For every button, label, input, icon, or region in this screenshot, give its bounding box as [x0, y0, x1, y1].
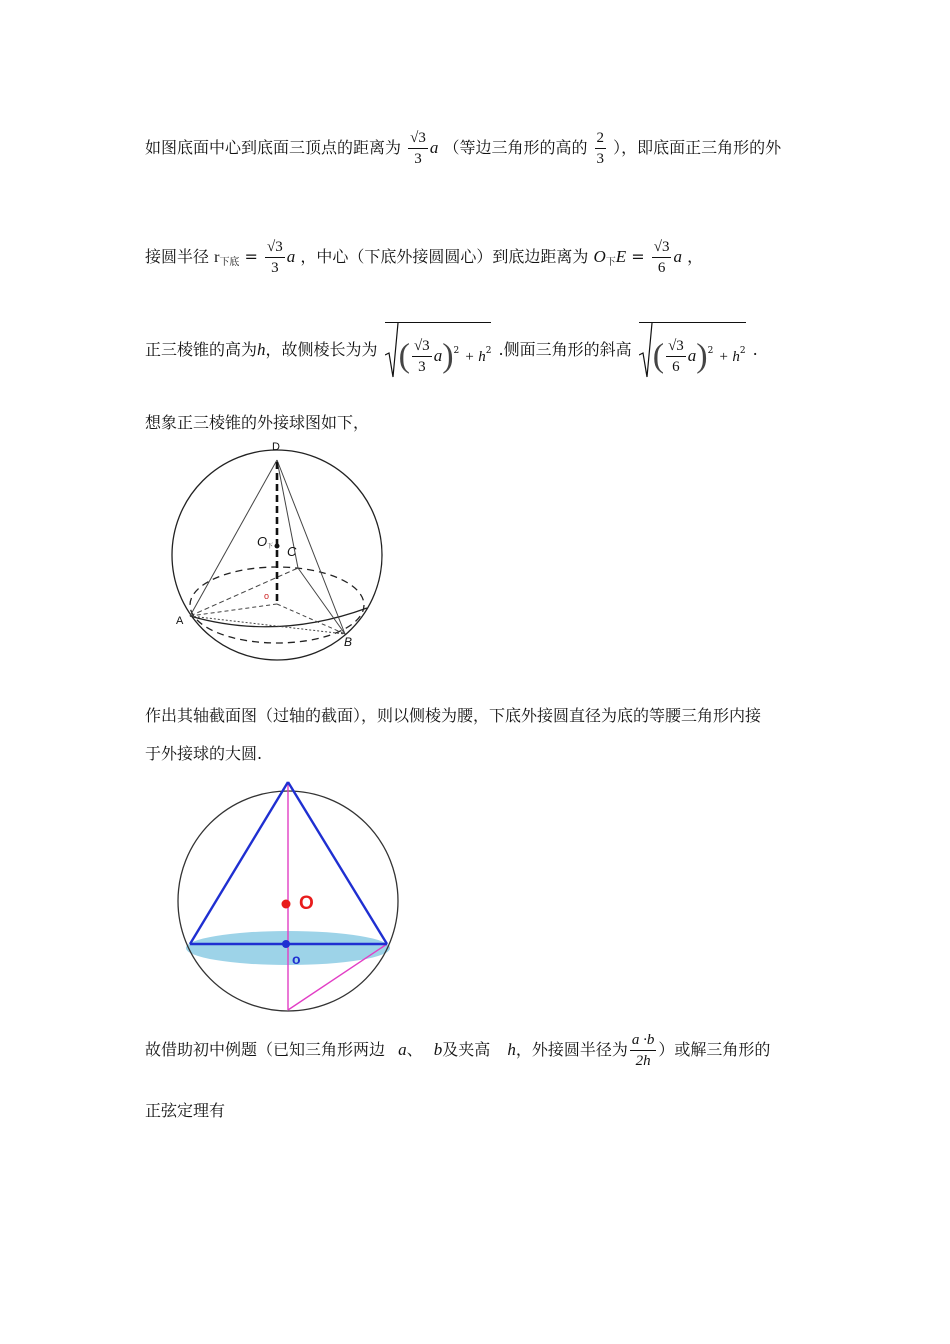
edge-AC	[190, 568, 298, 616]
exponent: 2	[485, 346, 492, 356]
line1-suffix: ），即底面正三角形的外	[613, 138, 782, 157]
paragraph-line-5: 作出其轴截面图（过轴的截面），则以侧棱为腰，下底外接圆直径为底的等腰三角形内接	[145, 706, 762, 725]
var-a: a	[673, 247, 682, 266]
separator: 、	[406, 1040, 423, 1059]
paren-close: )	[696, 337, 708, 375]
radical-sign-icon	[639, 323, 653, 379]
lateral-edge-right	[288, 782, 387, 944]
line7-prefix: 故借助初中例题（已知三角形两边	[145, 1040, 386, 1059]
sphere-center-red	[282, 900, 291, 909]
var-a: a	[398, 1040, 407, 1059]
var-h: h	[507, 1040, 516, 1059]
axial-section-figure	[175, 778, 410, 1018]
plus-h: + h	[464, 349, 486, 365]
label-B: B	[344, 635, 353, 649]
paragraph-line-6: 于外接球的大圆.	[145, 744, 263, 763]
fraction-sqrt3-over-3	[408, 128, 428, 169]
paren-open: (	[398, 337, 410, 375]
great-circle-front-arc	[190, 608, 367, 627]
o-symbol: O	[593, 247, 606, 266]
paragraph-line-2	[145, 237, 703, 278]
frac-numerator: √3	[408, 128, 428, 149]
o-subscript: 下	[605, 257, 616, 268]
frac-numerator: √3	[412, 336, 432, 357]
line7-mid2: ，外接圆半径为	[515, 1040, 628, 1059]
base-center-blue	[282, 940, 290, 948]
fraction-2-over-3	[595, 128, 607, 169]
label-C: C	[287, 544, 297, 559]
exponent: 2	[707, 346, 714, 356]
paragraph-line-4: 想象正三棱锥的外接球图如下，	[145, 413, 370, 432]
var-a: a	[687, 346, 697, 365]
var-h: h	[257, 340, 266, 359]
frac-denominator: 3	[418, 359, 426, 375]
label-O: O	[257, 534, 268, 549]
frac-denominator: 6	[672, 359, 680, 375]
frac-denominator: 3	[596, 151, 605, 167]
line2-prefix: 接圆半径	[145, 247, 210, 266]
label-o-blue: o	[292, 951, 301, 967]
exponent: 2	[453, 346, 460, 356]
center-to-A	[190, 604, 277, 616]
frac-numerator: √3	[265, 237, 285, 258]
paren-open: (	[652, 337, 665, 375]
fraction-sqrt3-over-6	[652, 237, 672, 278]
frac-denominator: 6	[657, 260, 666, 276]
line7-mid: 及夹高	[442, 1040, 491, 1059]
paragraph-line-7	[145, 1030, 770, 1071]
plus-h: + h	[718, 349, 740, 365]
label-A: A	[176, 615, 184, 627]
line1-prefix: 如图底面中心到底面三顶点的距离为	[145, 138, 402, 157]
label-O-sub: 下	[267, 543, 274, 550]
fraction-sqrt3-over-3	[412, 336, 432, 377]
frac-numerator: 2	[595, 128, 607, 149]
frac-numerator: √3	[652, 237, 672, 258]
var-a: a	[286, 247, 296, 266]
exponent: 2	[739, 346, 746, 356]
line3-prefix: 正三棱锥的高为	[145, 340, 258, 359]
line3-suffix: .	[752, 340, 758, 359]
fraction-sqrt3-over-3	[265, 237, 285, 278]
frac-denominator: 2h	[635, 1053, 651, 1069]
paragraph-line-1	[145, 128, 781, 169]
fraction-ab-over-2h	[630, 1030, 657, 1071]
var-a: a	[429, 138, 439, 157]
paragraph-line-3	[145, 322, 758, 379]
radical-sign-icon	[385, 323, 399, 379]
r-symbol: r	[214, 249, 220, 266]
var-b: b	[433, 1040, 443, 1059]
e-symbol: E	[615, 247, 627, 266]
line3-mid2: .侧面三角形的斜高	[498, 340, 632, 359]
sphere-pyramid-figure	[170, 436, 390, 671]
line7-suffix: ）或解三角形的	[658, 1040, 771, 1059]
paren-close: )	[442, 337, 454, 375]
sphere-center-point	[275, 544, 280, 549]
sqrt-slant-height	[639, 322, 746, 379]
equals-sign: =	[631, 247, 645, 266]
frac-numerator: a ·b	[630, 1030, 657, 1051]
line1-mid: （等边三角形的高的	[443, 138, 588, 157]
edge-AB	[190, 616, 345, 634]
r-subscript: 下底	[219, 257, 240, 268]
equals-sign: =	[244, 247, 258, 266]
frac-numerator: √3	[666, 336, 686, 357]
label-o-red: o	[264, 591, 270, 601]
sqrt-edge-length	[385, 322, 492, 379]
line3-mid: ，故侧棱长为为	[265, 340, 378, 359]
line2-suffix: ，	[687, 247, 704, 266]
label-O-red: O	[299, 893, 314, 914]
line2-mid: ，中心（下底外接圆圆心）到底边距离为	[300, 247, 589, 266]
paragraph-line-8: 正弦定理有	[145, 1101, 226, 1120]
var-a: a	[433, 346, 443, 365]
lateral-edge-left	[190, 782, 288, 944]
fraction-sqrt3-over-6	[666, 336, 686, 377]
label-D: D	[272, 441, 280, 453]
frac-denominator: 3	[414, 151, 422, 167]
frac-denominator: 3	[271, 260, 279, 276]
